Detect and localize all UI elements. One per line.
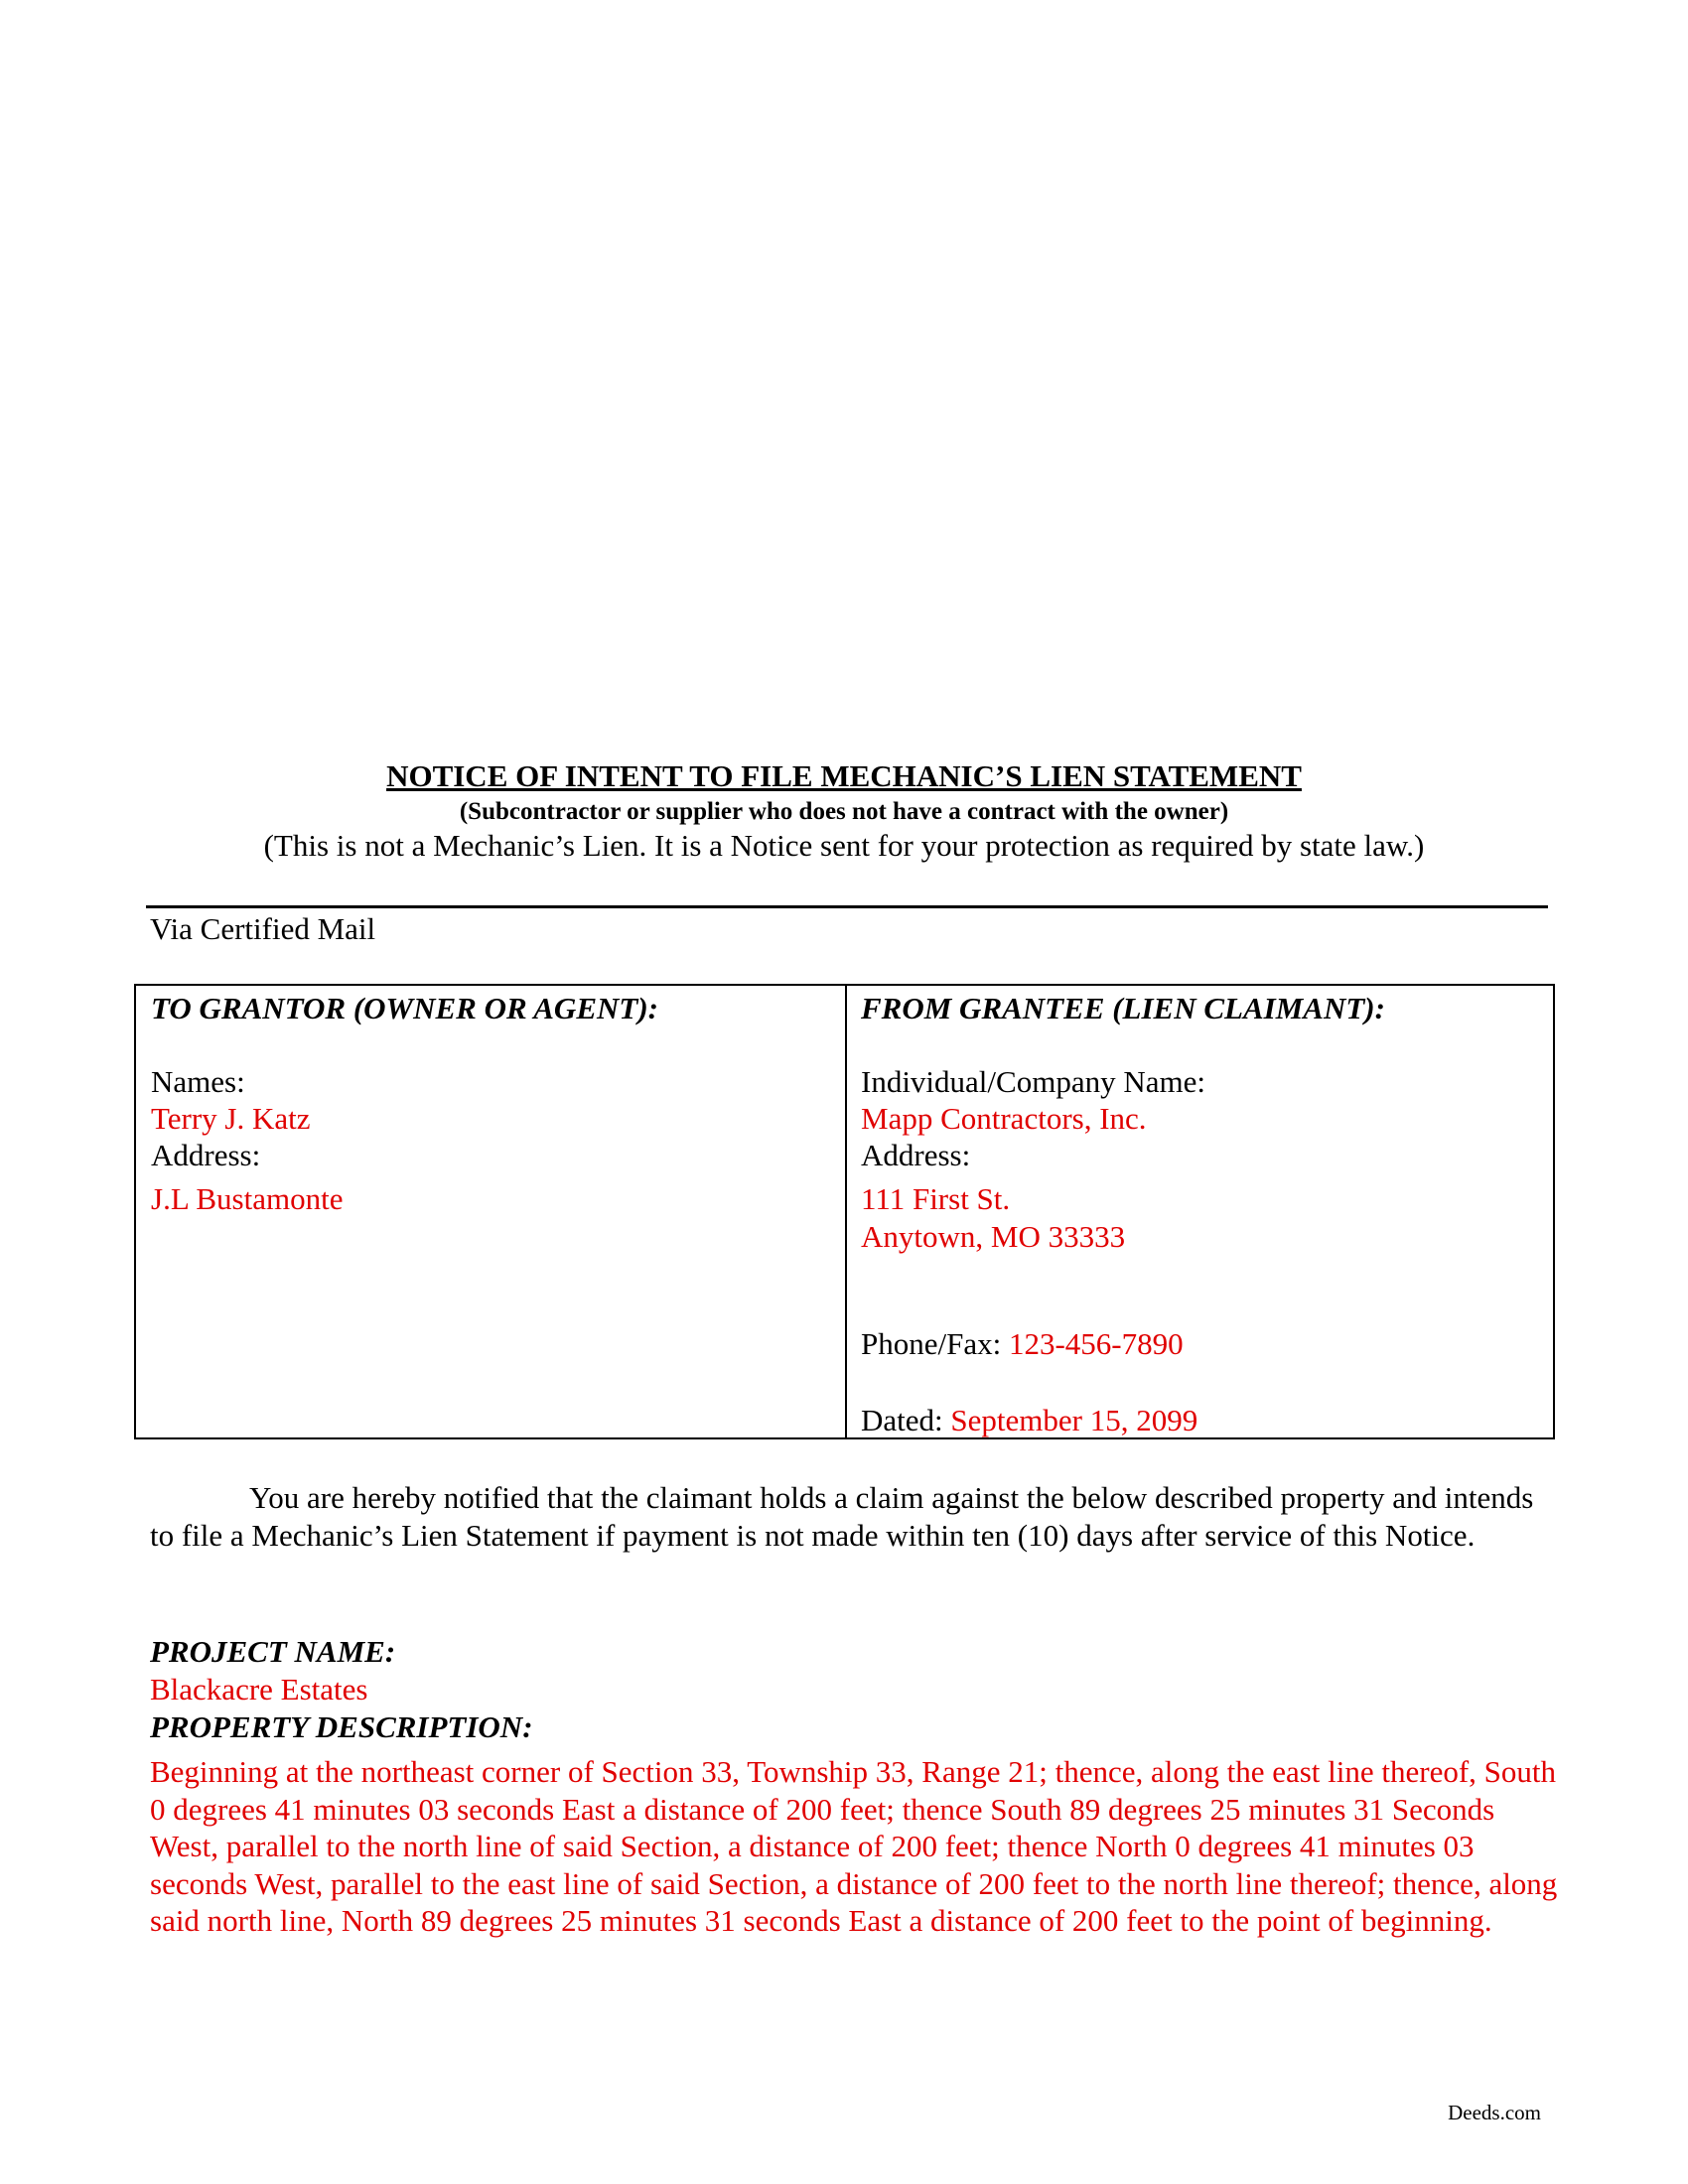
table-divider: [845, 986, 847, 1437]
grantee-name-value: Mapp Contractors, Inc.: [861, 1101, 1147, 1136]
grantee-name-label: Individual/Company Name:: [861, 1064, 1205, 1099]
property-description-value: Beginning at the northeast corner of Section 33, Township 33, Range 21; thence, along the east line thereof, South 0 degrees 41 minutes 03 seconds East a distance of 200 feet; thence South 89 degrees 25 minutes 31 Seconds West, parallel to the north line of said Section, a distance of 200 feet; thence North 0 degrees 41 minutes 03 seconds West, parallel to the east line of said Section, a distance of 200 feet to the north line thereof; thence, along said north line, North 89 degrees 25 minutes 31 seconds East a distance of 200 feet to the point of beginning.: [150, 1754, 1558, 1938]
grantee-phone-row: [861, 1325, 1184, 1362]
project-name-label: PROJECT NAME:: [150, 1634, 396, 1669]
grantor-heading: TO GRANTOR (OWNER OR AGENT):: [151, 991, 658, 1025]
grantee-cell: [861, 986, 1546, 1437]
grantor-address-value: J.L Bustamonte: [151, 1181, 344, 1216]
grantor-address-label: Address:: [151, 1138, 261, 1172]
property-description-label: PROPERTY DESCRIPTION:: [150, 1709, 533, 1744]
grantee-dated-row: [861, 1402, 1197, 1438]
footer-brand: Deeds.com: [1448, 2101, 1541, 2124]
grantor-cell: [151, 986, 836, 1437]
grantee-address-line2: Anytown, MO 33333: [861, 1219, 1126, 1254]
delivery-method: Via Certified Mail: [150, 911, 376, 946]
notice-paragraph: You are hereby notified that the claimant holds a claim against the below described property and intends to file a Mechanic’s Lien Statement if payment is not made within ten (10) days after service of this Notice.: [150, 1480, 1534, 1553]
grantee-address-label: Address:: [861, 1138, 971, 1172]
grantee-phone-value: 123-456-7890: [1008, 1326, 1184, 1361]
parties-table: [134, 984, 1555, 1439]
document-title: NOTICE OF INTENT TO FILE MECHANIC’S LIEN STATEMENT: [386, 758, 1302, 793]
document-subtitle: (Subcontractor or supplier who does not have a contract with the owner): [459, 798, 1229, 825]
grantor-names-label: Names:: [151, 1064, 245, 1099]
grantee-heading: FROM GRANTEE (LIEN CLAIMANT):: [861, 991, 1385, 1025]
grantee-dated-label: Dated:: [861, 1403, 943, 1437]
grantee-address-line1: 111 First St.: [861, 1181, 1011, 1216]
project-name-value: Blackacre Estates: [150, 1672, 368, 1706]
grantee-dated-value: September 15, 2099: [950, 1403, 1198, 1437]
grantor-names-value: Terry J. Katz: [151, 1101, 311, 1136]
grantee-phone-label: Phone/Fax:: [861, 1326, 1002, 1361]
horizontal-rule: [146, 905, 1548, 908]
document-disclaimer: (This is not a Mechanic’s Lien. It is a Notice sent for your protection as required by state law.): [263, 828, 1425, 863]
